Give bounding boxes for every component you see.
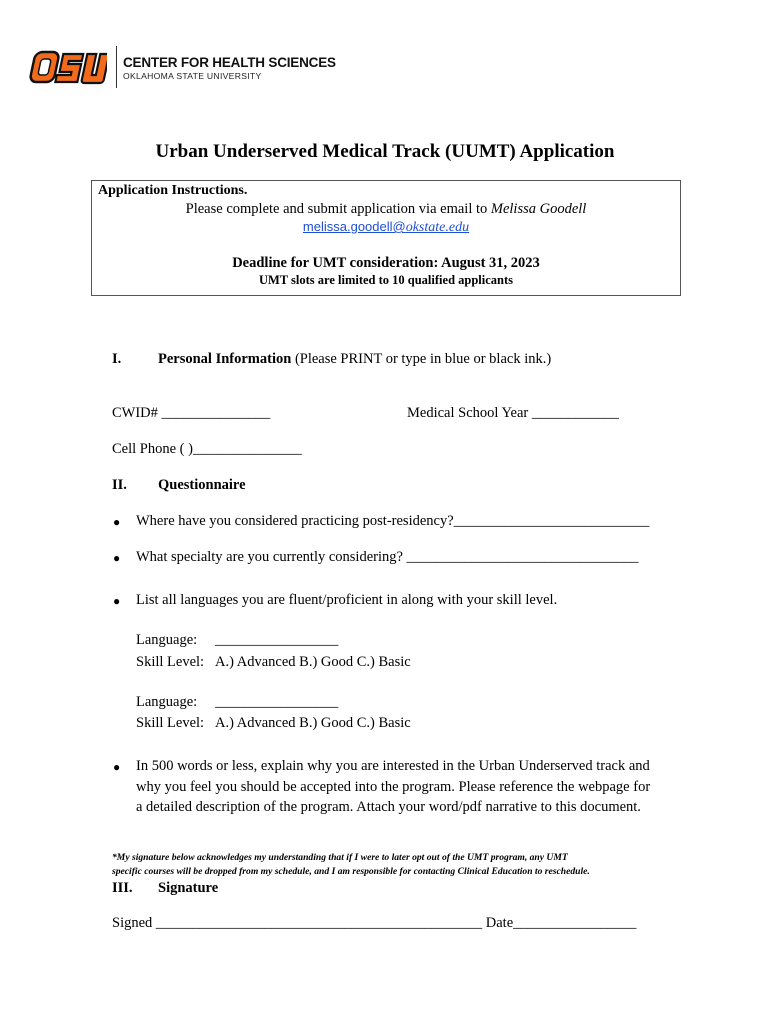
deadline-text: Deadline for UMT consideration: August 31, 2023 [232, 255, 540, 271]
section-1-number: I. [112, 351, 122, 367]
bullet-icon: ● [113, 515, 121, 529]
section-1-title: Personal Information [158, 351, 292, 367]
language-field[interactable]: _________________ [215, 694, 339, 710]
document-title: Urban Underserved Medical Track (UUMT) Application [155, 141, 615, 162]
slot-limit-text: UMT slots are limited to 10 qualified applicants [258, 273, 514, 287]
osu-logo-icon [27, 46, 107, 88]
narrative-prompt-line: In 500 words or less, explain why you are interested in the Urban Underserved track and [136, 758, 650, 774]
skill-level-label: Skill Level: [136, 715, 205, 731]
logo-subtitle: OKLAHOMA STATE UNIVERSITY [123, 71, 262, 81]
section-1-note: (Please PRINT or type in blue or black ink.) [291, 351, 552, 367]
logo-divider [116, 46, 117, 88]
question-practice-location[interactable]: Where have you considered practicing post-residency?___________________________ [136, 513, 650, 529]
cell-phone-field[interactable]: Cell Phone ( )_______________ [112, 441, 302, 457]
language-field[interactable]: _________________ [215, 632, 339, 648]
logo-title: CENTER FOR HEALTH SCIENCES [123, 55, 336, 70]
bullet-icon: ● [113, 760, 121, 774]
instructions-line: Please complete and submit application via email to Melissa Goodell [185, 201, 587, 217]
section-2-number: II. [112, 477, 127, 493]
skill-level-options[interactable]: A.) Advanced B.) Good C.) Basic [215, 654, 411, 670]
instructions-heading: Application Instructions. [98, 183, 248, 198]
language-label: Language: [136, 632, 198, 648]
question-specialty[interactable]: What specialty are you currently considering? ________________________________ [136, 549, 639, 565]
email-link[interactable]: melissa.goodell@okstate.edu [302, 219, 470, 235]
skill-level-options[interactable]: A.) Advanced B.) Good C.) Basic [215, 715, 411, 731]
bullet-icon: ● [113, 551, 121, 565]
medical-school-year-field[interactable]: Medical School Year ____________ [407, 405, 619, 421]
section-3-title: Signature [158, 880, 219, 896]
bullet-icon: ● [113, 594, 121, 608]
narrative-prompt-line: why you feel you should be accepted into the program. Please reference the webpage for [136, 779, 651, 795]
section-1-heading [158, 351, 551, 368]
section-3-number: III. [112, 880, 133, 896]
skill-level-label: Skill Level: [136, 654, 205, 670]
signature-date-field[interactable]: Signed _____________________________________________ Date_________________ [112, 915, 637, 931]
section-2-title: Questionnaire [158, 477, 246, 493]
language-label: Language: [136, 694, 198, 710]
question-languages: List all languages you are fluent/proficient in along with your skill level. [136, 592, 558, 608]
disclaimer-line: specific courses will be dropped from my schedule, and I am responsible for contacting Clinical Education to reschedule. [112, 866, 590, 877]
cwid-field[interactable]: CWID# _______________ [112, 405, 271, 421]
email-line [91, 219, 681, 236]
narrative-prompt-line: a detailed description of the program. Attach your word/pdf narrative to this document. [136, 799, 641, 815]
disclaimer-line: *My signature below acknowledges my understanding that if I were to later opt out of the UMT program, any UMT [112, 852, 568, 863]
contact-name: Melissa Goodell [490, 201, 587, 217]
